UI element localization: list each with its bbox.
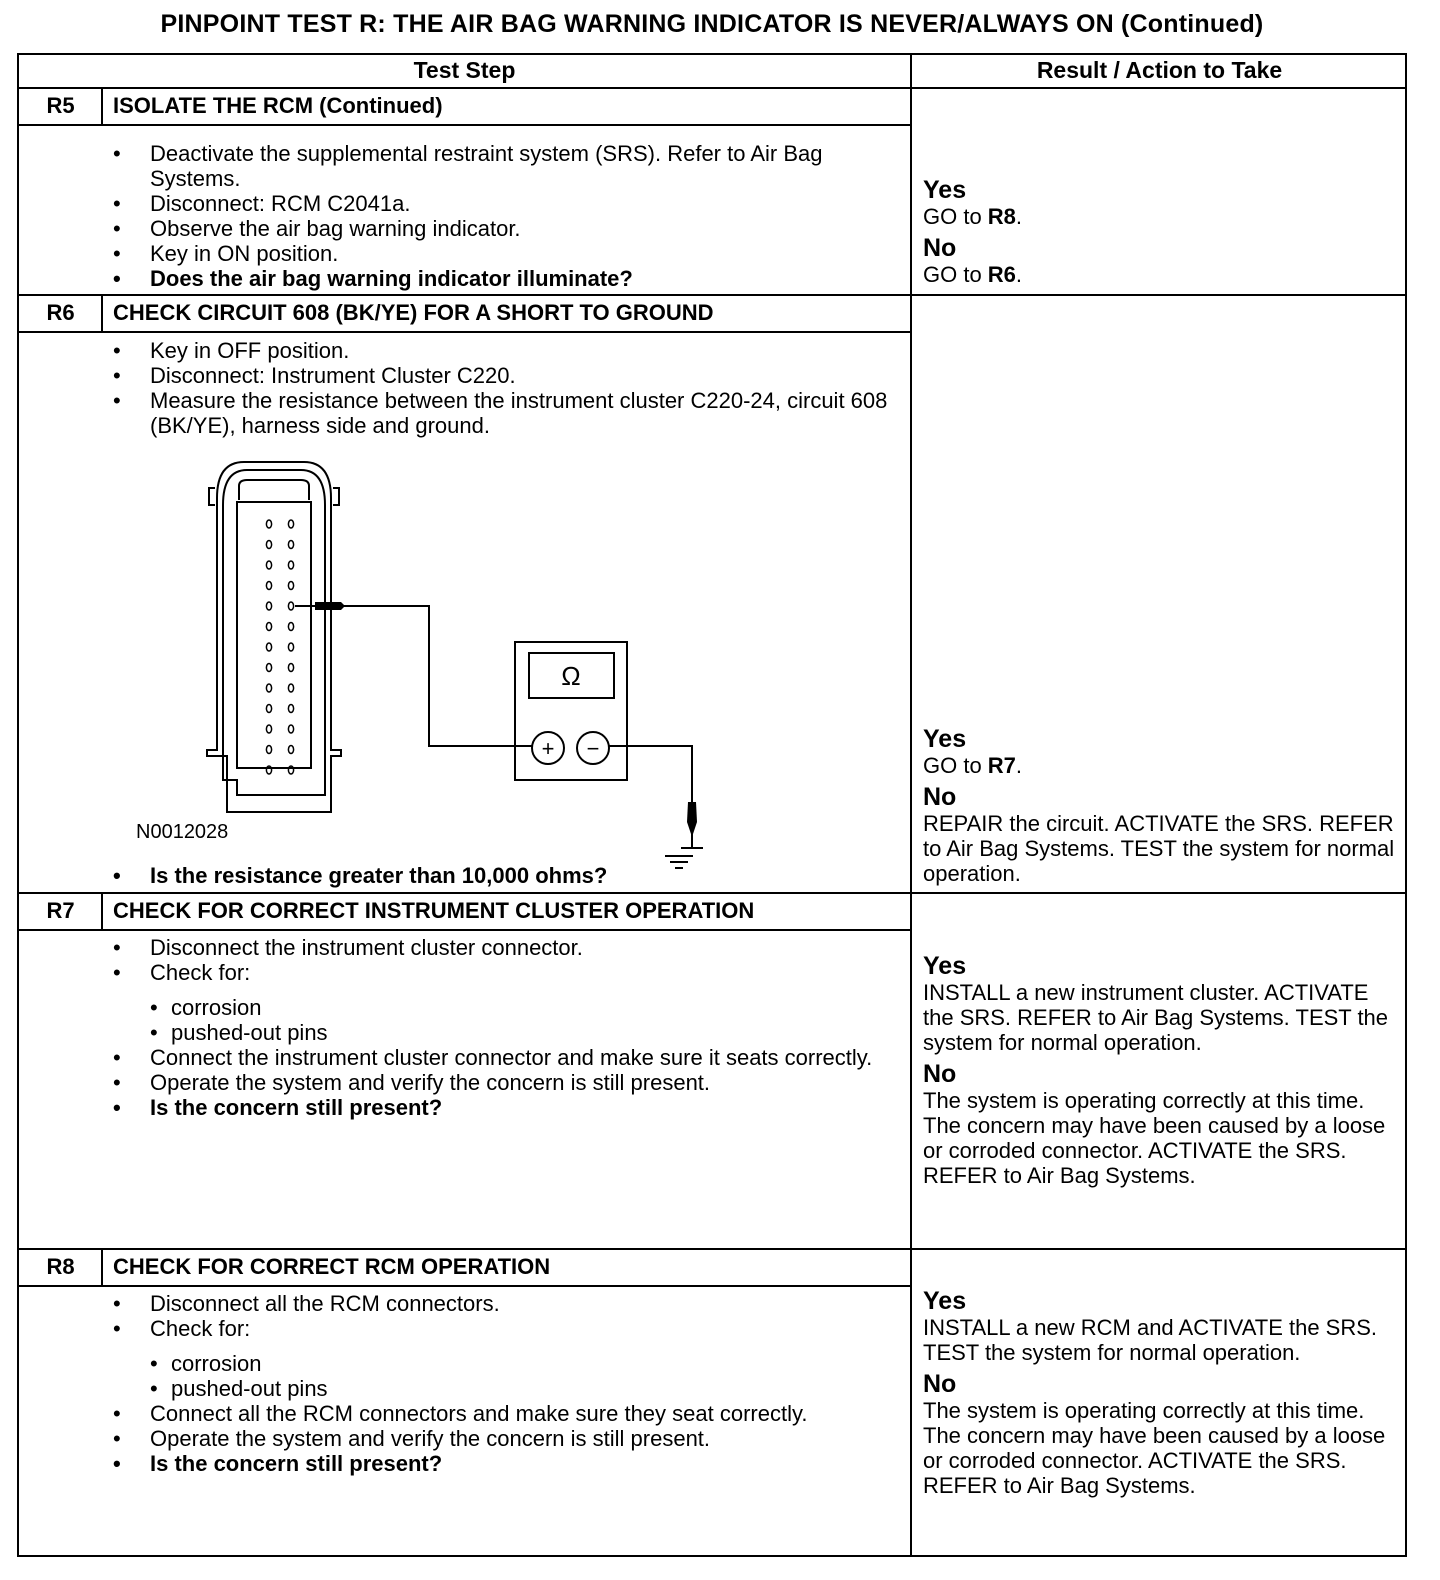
r5-end-rule [19, 294, 1405, 296]
question: • Is the concern still present? [113, 1095, 893, 1120]
yes-action [923, 204, 1403, 229]
r6-end-rule [19, 892, 1405, 894]
connector-pin [266, 602, 271, 610]
goto-step-link[interactable]: R6 [987, 262, 1016, 287]
connector-pin [288, 643, 293, 651]
yes-action [923, 753, 1403, 778]
bullet-item: • Measure the resistance between the instrument cluster C220-24, circuit 608 (BK/YE), harness side and ground. [113, 388, 893, 438]
bullet-item: • Check for: [113, 1316, 893, 1341]
r6-title-rule [19, 331, 910, 333]
no-action: REPAIR the circuit. ACTIVATE the SRS. REFER to Air Bag Systems. TEST the system for normal operation. [923, 811, 1395, 886]
step-question-r6 [113, 863, 893, 888]
header-rule [19, 87, 1405, 89]
question: • Is the concern still present? [113, 1451, 893, 1476]
figure-id: N0012028 [136, 821, 229, 843]
connector-pin [288, 520, 293, 528]
sub-item: • pushed-out pins [150, 1020, 893, 1045]
step-title-r6: CHECK CIRCUIT 608 (BK/YE) FOR A SHORT TO GROUND [113, 300, 714, 325]
step-id-r7: R7 [46, 898, 75, 923]
connector-pin [266, 746, 271, 754]
connector-pins [266, 520, 293, 774]
sub-item: • corrosion [150, 995, 893, 1020]
ground-probe-icon [687, 802, 697, 848]
no-label: No [923, 1060, 957, 1088]
minus-terminal-symbol: − [586, 736, 600, 761]
yes-suffix: . [1015, 753, 1023, 778]
header-test-step: Test Step [413, 57, 516, 83]
test-leads [295, 606, 692, 810]
connector-pin [288, 684, 293, 692]
bullet-item: • Disconnect: RCM C2041a. [113, 191, 893, 216]
step-title-r8: CHECK FOR CORRECT RCM OPERATION [113, 1254, 551, 1279]
connector-pin [266, 664, 271, 672]
step-body-r6 [113, 338, 893, 438]
yes-action: INSTALL a new instrument cluster. ACTIVATE the SRS. REFER to Air Bag Systems. TEST the system for normal operation. [923, 980, 1389, 1055]
no-label: No [923, 783, 957, 811]
pinpoint-test-table [17, 53, 1407, 1557]
connector-pin [266, 643, 271, 651]
connector-pin [266, 725, 271, 733]
result-r8 [923, 1288, 1403, 1504]
connector-ohmmeter-diagram [119, 450, 719, 850]
probe-tip-icon [315, 602, 345, 610]
step-id-r8: R8 [46, 1254, 75, 1279]
step-body-r7 [113, 935, 893, 1120]
step-id-r5: R5 [46, 93, 75, 118]
yes-prefix: GO to [923, 204, 988, 229]
bullet-item: • Operate the system and verify the concern is still present. [113, 1070, 893, 1095]
connector-pin [266, 541, 271, 549]
connector-pin [288, 602, 293, 610]
yes-suffix: . [1015, 204, 1023, 229]
connector-pin [288, 705, 293, 713]
question: • Does the air bag warning indicator illuminate? [113, 266, 893, 291]
yes-label: Yes [923, 725, 967, 753]
connector-pin [266, 705, 271, 713]
sub-item: • pushed-out pins [150, 1376, 893, 1401]
r8-title-rule [19, 1285, 910, 1287]
result-r6 [923, 726, 1403, 892]
no-label: No [923, 1370, 957, 1398]
bullet-item: • Key in ON position. [113, 241, 893, 266]
connector-pin [266, 582, 271, 590]
goto-step-link[interactable]: R7 [987, 753, 1016, 778]
yes-label: Yes [923, 176, 967, 204]
step-body-r5 [113, 141, 893, 291]
no-action: The system is operating correctly at this time. The concern may have been caused by a loose or corroded connector. ACTIVATE the SRS. REFER to Air Bag Systems. [923, 1088, 1386, 1188]
connector-c220-icon [207, 462, 341, 812]
step-title-r7: CHECK FOR CORRECT INSTRUMENT CLUSTER OPERATION [113, 898, 755, 923]
bullet-item: • Disconnect the instrument cluster connector. [113, 935, 893, 960]
connector-pin [288, 541, 293, 549]
result-r7 [923, 953, 1403, 1194]
r5-title-rule [19, 124, 910, 126]
bullet-item: • Key in OFF position. [113, 338, 893, 363]
sub-list [113, 995, 893, 1045]
connector-pin [288, 623, 293, 631]
connector-pin [288, 664, 293, 672]
r7-title-rule [19, 929, 910, 931]
bullet-item: • Disconnect all the RCM connectors. [113, 1291, 893, 1316]
connector-pin [266, 561, 271, 569]
connector-pin [288, 725, 293, 733]
column-divider [910, 55, 912, 1555]
bullet-item: • Operate the system and verify the concern is still present. [113, 1426, 893, 1451]
no-prefix: GO to [923, 262, 988, 287]
no-action: The system is operating correctly at this time. The concern may have been caused by a loose or corroded connector. ACTIVATE the SRS. REFER to Air Bag Systems. [923, 1398, 1386, 1498]
connector-pin [266, 684, 271, 692]
r7-end-rule [19, 1248, 1405, 1250]
step-body-r8 [113, 1291, 893, 1476]
ohm-symbol: Ω [561, 661, 581, 691]
yes-label: Yes [923, 952, 967, 980]
connector-pin [288, 746, 293, 754]
connector-pin [266, 623, 271, 631]
page-title: PINPOINT TEST R: THE AIR BAG WARNING INDICATOR IS NEVER/ALWAYS ON (Continued) [160, 10, 1264, 38]
no-label: No [923, 234, 957, 262]
connector-pin [288, 561, 293, 569]
bullet-item: • Disconnect: Instrument Cluster C220. [113, 363, 893, 388]
sub-list [113, 1351, 893, 1401]
step-title-r5: ISOLATE THE RCM (Continued) [113, 93, 443, 118]
bullet-item: • Connect all the RCM connectors and make sure they seat correctly. [113, 1401, 893, 1426]
yes-prefix: GO to [923, 753, 988, 778]
no-suffix: . [1015, 262, 1023, 287]
yes-action: INSTALL a new RCM and ACTIVATE the SRS. TEST the system for normal operation. [923, 1315, 1378, 1365]
connector-pin [266, 520, 271, 528]
step-id-r6: R6 [46, 300, 75, 325]
no-action [923, 262, 1403, 287]
bullet-item: • Connect the instrument cluster connector and make sure it seats correctly. [113, 1045, 893, 1070]
yes-label: Yes [923, 1287, 967, 1315]
bullet-item: • Check for: [113, 960, 893, 985]
header-result: Result / Action to Take [1036, 57, 1283, 83]
bullet-item: • Observe the air bag warning indicator. [113, 216, 893, 241]
connector-pin [288, 582, 293, 590]
sub-item: • corrosion [150, 1351, 893, 1376]
question: • Is the resistance greater than 10,000 ohms? [113, 863, 893, 888]
result-r5 [923, 177, 1403, 293]
goto-step-link[interactable]: R8 [987, 204, 1016, 229]
bullet-item: • Deactivate the supplemental restraint system (SRS). Refer to Air Bag Systems. [113, 141, 893, 191]
plus-terminal-symbol: + [541, 736, 555, 761]
